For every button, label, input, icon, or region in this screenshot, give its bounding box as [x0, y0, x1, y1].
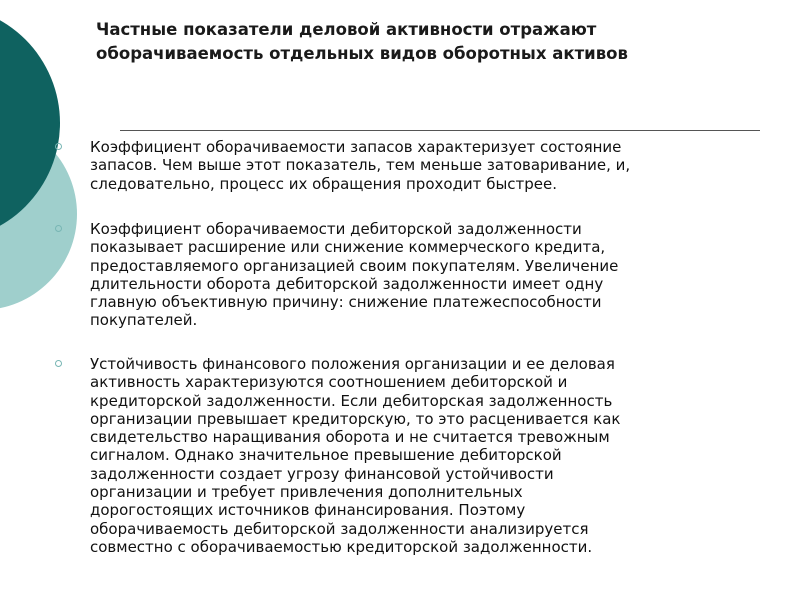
bullet-circle-icon [55, 225, 62, 232]
bullet-inventory-turnover [90, 138, 780, 193]
bullet-text-line: Коэффициент оборачиваемости запасов характеризует состояние [90, 138, 622, 156]
slide-title-line-2: оборачиваемость отдельных видов оборотных активов [96, 44, 628, 63]
bullet-text-line: оборачиваемость дебиторской задолженности анализируется [90, 519, 589, 538]
bullet-text-line: активность характеризуются соотношением дебиторской и [90, 373, 568, 392]
bullet-text-line: кредиторской задолженности. Если дебиторская задолженность [90, 391, 613, 410]
bullet-text-line: запасов. Чем выше этот показатель, тем меньше затоваривание, и, [90, 156, 631, 175]
bullet-text-line: свидетельство наращивания оборота и не считается тревожным [90, 428, 610, 447]
bullet-text-line: покупателей. [90, 311, 198, 330]
bullet-receivables-turnover [90, 220, 780, 330]
slide-title-line-1: Частные показатели деловой активности отражают [96, 20, 597, 39]
bullet-text-line: Устойчивость финансового положения организации и ее деловая [90, 355, 615, 373]
bullet-text-line: дорогостоящих источников финансирования. Поэтому [90, 501, 526, 520]
bullet-text-line: организации и требует привлечения дополнительных [90, 483, 523, 502]
bullet-circle-icon [55, 360, 62, 367]
bullet-circle-icon [55, 143, 62, 150]
title-divider [120, 130, 760, 131]
bullet-financial-stability [90, 355, 780, 556]
bullet-text-line: задолженности создает угрозу финансовой устойчивости [90, 464, 554, 483]
bullet-text-line: длительности оборота дебиторской задолженности имеет одну [90, 274, 604, 293]
bullet-text-line: следовательно, процесс их обращения проходит быстрее. [90, 174, 558, 193]
bullet-text-line: предоставляемого организацией своим покупателям. Увеличение [90, 256, 619, 275]
slide-title [96, 18, 776, 66]
bullet-text-line: сигналом. Однако значительное превышение дебиторской [90, 446, 562, 465]
bullet-text-line: показывает расширение или снижение коммерческого кредита, [90, 238, 606, 257]
bullet-text-line: организации превышает кредиторскую, то это расценивается как [90, 409, 621, 428]
bullet-text-line: главную объективную причину: снижение платежеспособности [90, 293, 602, 312]
bullet-text-line: совместно с оборачиваемостью кредиторской задолженности. [90, 537, 593, 556]
bullet-text-line: Коэффициент оборачиваемости дебиторской задолженности [90, 220, 582, 238]
